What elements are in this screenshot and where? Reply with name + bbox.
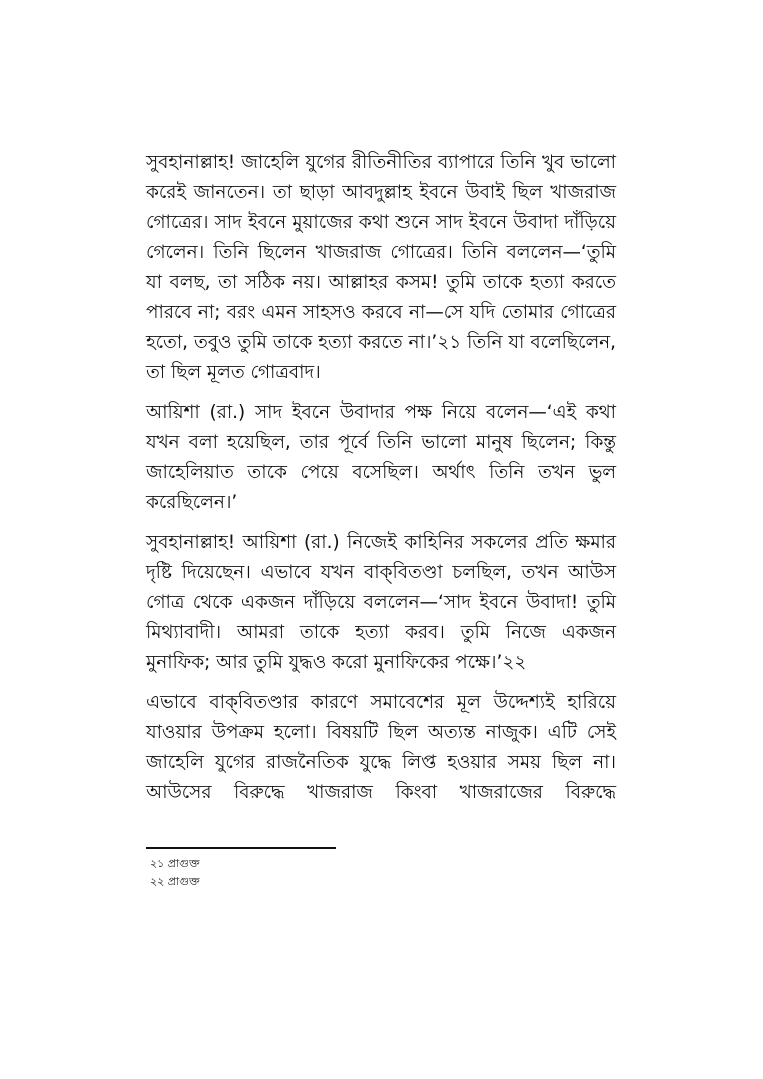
footnote-22: ২২ প্রাগুক্ত (150, 875, 200, 888)
paragraph-1: সুবহানাল্লাহ! জাহেলি যুগের রীতিনীতির ব্যাপারে তিনি খুব ভালো করেই জানতেন। তা ছাড়া আবদুল্লাহ ইবনে উবাই ছিল খাজরাজ গোত্রের। সাদ ইবনে মুয়াজের কথা শুনে সাদ ইবনে উবাদা দাঁড়িয়ে গেলেন। তিনি ছিলেন খাজরাজ গোত্রের। তিনি বললেন—‘তুমি যা বলছ, তা সঠিক নয়। আল্লাহর কসম! তুমি তাকে হত্যা করতে পারবে না; বরং এমন সাহসও করবে না—সে যদি তোমার গোত্রের হতো, তবুও তুমি তাকে হত্যা করতে না।’২১ তিনি যা বলেছিলেন, তা ছিল মূলত গোত্রবাদ। (146, 152, 616, 383)
footnotes (150, 855, 200, 891)
paragraph-4: এভাবে বাক্‌বিতণ্ডার কারণে সমাবেশের মূল উদ্দেশ্যই হারিয়ে যাওয়ার উপক্রম হলো। বিষয়টি ছিল অত্যন্ত নাজুক। এটি সেই জাহেলি যুগের রাজনৈতিক যুদ্ধে লিপ্ত হওয়ার সময় ছিল না। আউসের বিরুদ্ধে খাজরাজ কিংবা খাজরাজের বিরুদ্ধে (146, 692, 616, 803)
footnote-divider (146, 847, 336, 849)
page-body (146, 148, 616, 818)
paragraph-2: আয়িশা (রা.) সাদ ইবনে উবাদার পক্ষ নিয়ে বলেন—‘এই কথা যখন বলা হয়েছিল, তার পূর্বে তিনি ভালো মানুষ ছিলেন; কিন্তু জাহেলিয়াত তাকে পেয়ে বসেছিল। অর্থাৎ তিনি তখন ভুল করেছিলেন।’ (146, 402, 616, 513)
paragraph-3: সুবহানাল্লাহ! আয়িশা (রা.) নিজেই কাহিনির সকলের প্রতি ক্ষমার দৃষ্টি দিয়েছেন। এভাবে যখন বাক্‌বিতণ্ডা চলছিল, তখন আউস গোত্র থেকে একজন দাঁড়িয়ে বললেন—‘সাদ ইবনে উবাদা! তুমি মিথ্যাবাদী। আমরা তাকে হত্যা করব। তুমি নিজে একজন মুনাফিক; আর তুমি যুদ্ধও করো মুনাফিকের পক্ষে।’২২ (146, 532, 616, 673)
footnote-21: ২১ প্রাগুক্ত (150, 857, 200, 870)
